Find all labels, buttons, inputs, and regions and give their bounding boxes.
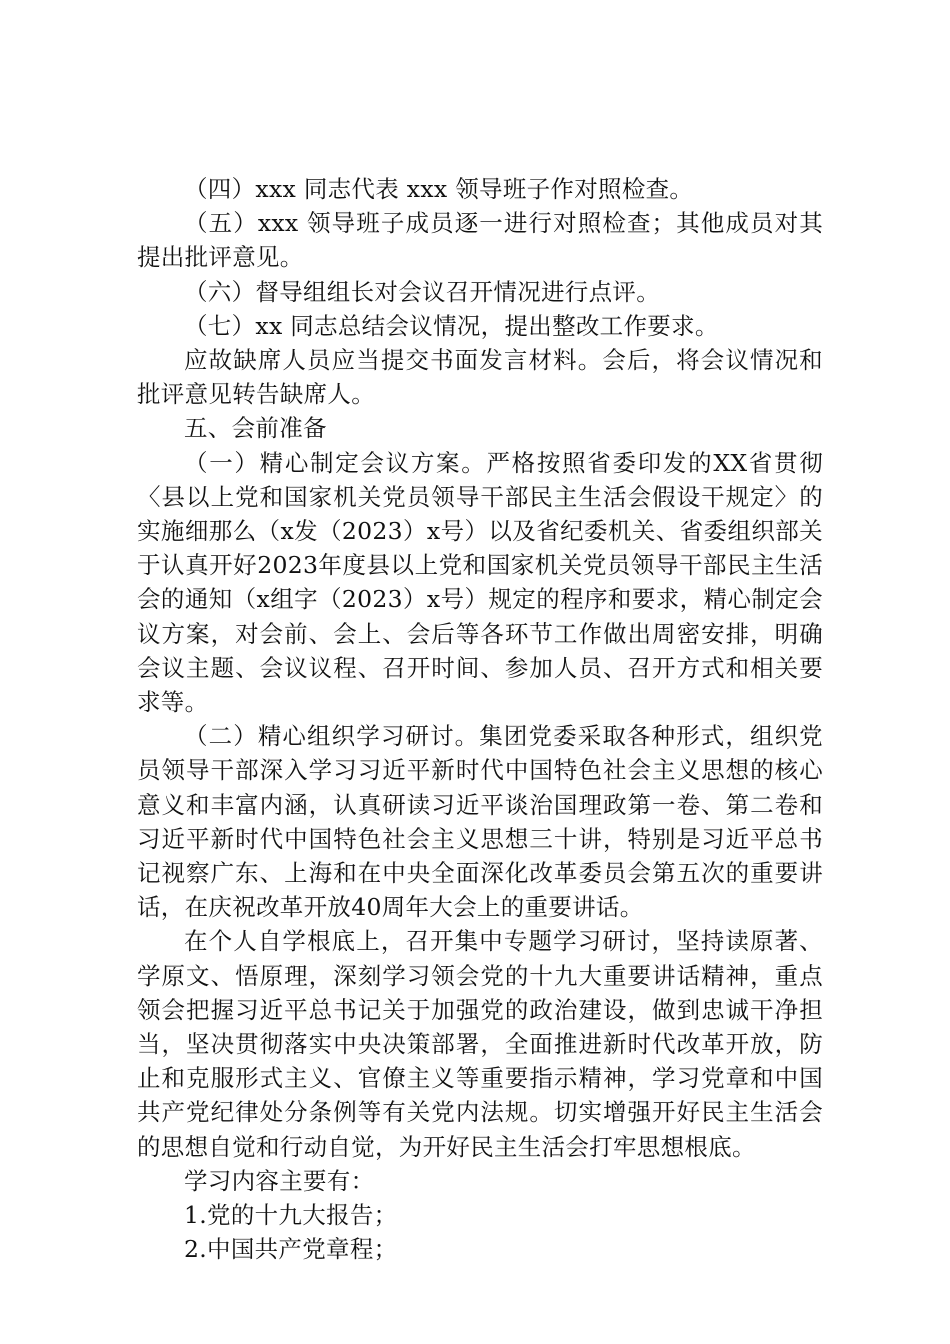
list-item-study-2: 2.中国共产党章程； [184, 1235, 398, 1264]
paragraph-prep-1: （一）精心制定会议方案。严格按照省委印发的XX省贯彻〈县以上党和国家机关党员领导干部民主生活会假设干规定〉的实施细那么（x发（2023）x号）以及省纪委机关、省委组织部关于认真开好2023年度县以上党和国家机关党员领导干部民主生活会的通知（x组字（2023）x号）规定的程序和要求，精心制定会议方案，对会前、会上、会后等各环节工作做出周密安排，明确会议主题、会议议程、召开时间、参加人员、召开方式和相关要求等。 [137, 448, 823, 717]
paragraph-prep-2: （二）精心组织学习研讨。集团党委采取各种形式，组织党员领导干部深入学习习近平新时代中国特色社会主义思想的核心意义和丰富内涵，认真研读习近平谈治国理政第一卷、第二卷和习近平新时代中国特色社会主义思想三十讲，特别是习近平总书记视察广东、上海和在中央全面深化改革委员会第五次的重要讲话，在庆祝改革开放40周年大会上的重要讲话。 [137, 722, 823, 922]
paragraph-absentee-note: 应故缺席人员应当提交书面发言材料。会后，将会议情况和批评意见转告缺席人。 [137, 346, 823, 409]
list-item-study-1: 1.党的十九大报告； [184, 1201, 398, 1230]
document-body [137, 172, 823, 1267]
paragraph-agenda-5: （五）xxx 领导班子成员逐一进行对照检查；其他成员对其提出批评意见。 [137, 209, 823, 272]
paragraph-agenda-4: （四）xxx 同志代表 xxx 领导班子作对照检查。 [184, 175, 694, 203]
paragraph-agenda-7: （七）xx 同志总结会议情况，提出整改工作要求。 [184, 311, 719, 340]
section-heading-preparation: 五、会前准备 [184, 414, 327, 443]
paragraph-agenda-6: （六）督导组组长对会议召开情况进行点评。 [184, 277, 660, 306]
paragraph-study-content-intro: 学习内容主要有： [184, 1166, 375, 1195]
paragraph-self-study: 在个人自学根底上，召开集中专题学习研讨，坚持读原著、学原文、悟原理，深刻学习领会党的十九大重要讲话精神，重点领会把握习近平总书记关于加强党的政治建设，做到忠诚干净担当，坚决贯彻落实中央决策部署，全面推进新时代改革开放，防止和克服形式主义、官僚主义等重要指示精神，学习党章和中国共产党纪律处分条例等有关党内法规。切实增强开好民主生活会的思想自觉和行动自觉，为开好民主生活会打牢思想根底。 [137, 927, 823, 1161]
